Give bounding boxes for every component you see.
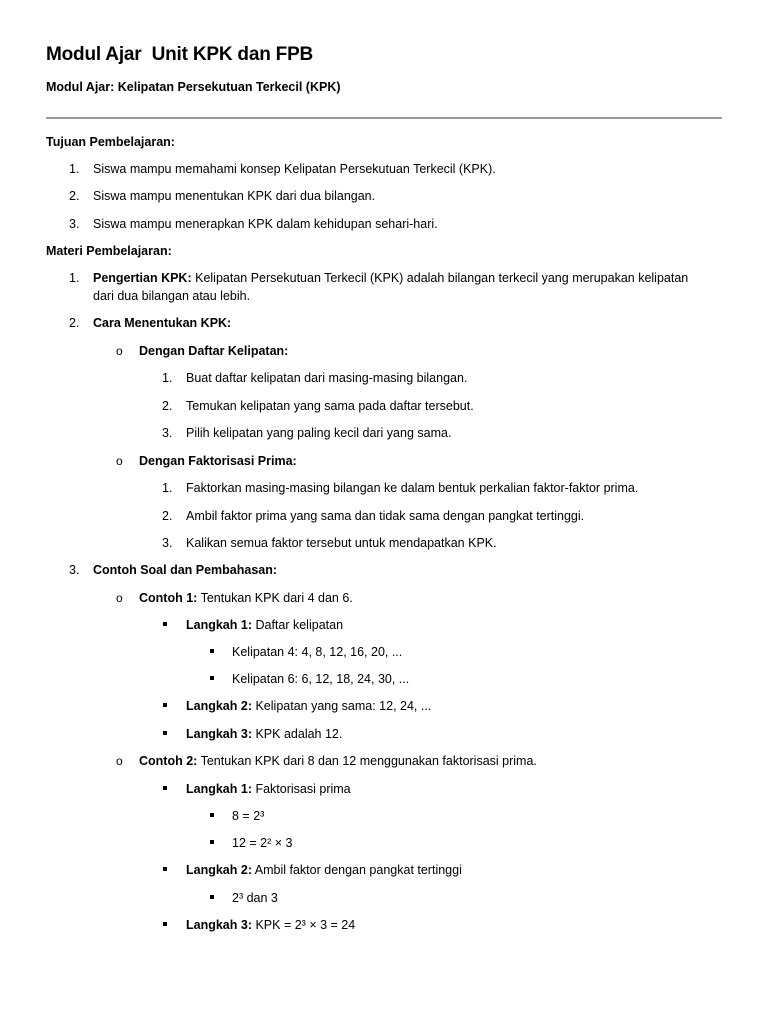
item-label: Contoh 2:: [139, 754, 198, 768]
contoh-2: [139, 753, 537, 769]
list-item: 2³ dan 3: [232, 891, 278, 905]
square-bullet-icon: [163, 622, 167, 626]
list-number: 3.: [162, 536, 173, 550]
list-item-cara: Cara Menentukan KPK:: [93, 316, 232, 330]
contoh-1: [139, 590, 353, 606]
item-text: KPK adalah 12.: [252, 727, 343, 741]
list-item: Ambil faktor prima yang sama dan tidak sama dengan pangkat tertinggi.: [186, 509, 585, 523]
list-item: Pilih kelipatan yang paling kecil dari yang sama.: [186, 426, 452, 440]
list-item-continuation: dari dua bilangan atau lebih.: [93, 289, 251, 303]
list-item: Kalikan semua faktor tersebut untuk mendapatkan KPK.: [186, 536, 497, 550]
list-item-pengertian: [93, 270, 688, 286]
sub-heading-faktorisasi: Dengan Faktorisasi Prima:: [139, 454, 297, 468]
section-heading-materi: Materi Pembelajaran:: [46, 244, 172, 258]
list-item: Faktorkan masing-masing bilangan ke dalam bentuk perkalian faktor-faktor prima.: [186, 481, 639, 495]
square-bullet-icon: [163, 731, 167, 735]
langkah-step: [186, 781, 351, 797]
circle-bullet-icon: o: [116, 344, 123, 358]
langkah-step: [186, 726, 342, 742]
item-text: Daftar kelipatan: [252, 618, 344, 632]
circle-bullet-icon: o: [116, 591, 123, 605]
square-bullet-icon: [210, 649, 214, 653]
list-item: Buat daftar kelipatan dari masing-masing bilangan.: [186, 371, 468, 385]
item-text: Kelipatan yang sama: 12, 24, ...: [252, 699, 432, 713]
square-bullet-icon: [210, 895, 214, 899]
list-number: 2.: [69, 189, 80, 203]
item-label: Langkah 1:: [186, 782, 252, 796]
item-label: Langkah 3:: [186, 918, 252, 932]
list-item: Siswa mampu menerapkan KPK dalam kehidupan sehari-hari.: [93, 217, 438, 231]
section-heading-tujuan: Tujuan Pembelajaran:: [46, 135, 175, 149]
document-title: Modul Ajar Unit KPK dan FPB: [46, 44, 314, 65]
list-number: 2.: [162, 399, 173, 413]
list-number: 1.: [162, 481, 173, 495]
list-number: 3.: [69, 217, 80, 231]
item-text: Tentukan KPK dari 8 dan 12 menggunakan faktorisasi prima.: [197, 754, 537, 768]
item-label: Langkah 1:: [186, 618, 252, 632]
item-label: Langkah 2:: [186, 863, 252, 877]
langkah-step: [186, 698, 431, 714]
langkah-step: [186, 917, 355, 933]
list-item: Siswa mampu memahami konsep Kelipatan Persekutuan Terkecil (KPK).: [93, 162, 496, 176]
horizontal-rule: [46, 117, 722, 119]
list-item: 8 = 2³: [232, 809, 265, 823]
list-number: 1.: [69, 271, 80, 285]
list-number: 2.: [162, 509, 173, 523]
item-text: KPK = 2³ × 3 = 24: [252, 918, 356, 932]
list-item: 12 = 2² × 3: [232, 836, 293, 850]
document-subtitle: Modul Ajar: Kelipatan Persekutuan Terkecil (KPK): [46, 80, 341, 94]
circle-bullet-icon: o: [116, 754, 123, 768]
square-bullet-icon: [210, 840, 214, 844]
square-bullet-icon: [210, 813, 214, 817]
item-text: Kelipatan Persekutuan Terkecil (KPK) adalah bilangan terkecil yang merupakan kelipatan: [191, 271, 689, 285]
item-label: Pengertian KPK:: [93, 271, 192, 285]
list-number: 1.: [162, 371, 173, 385]
square-bullet-icon: [163, 786, 167, 790]
item-text: Ambil faktor dengan pangkat tertinggi: [252, 863, 462, 877]
list-number: 3.: [69, 563, 80, 577]
item-text: Faktorisasi prima: [252, 782, 351, 796]
list-number: 2.: [69, 316, 80, 330]
list-item: Kelipatan 4: 4, 8, 12, 16, 20, ...: [232, 645, 403, 659]
item-label: Contoh 1:: [139, 591, 198, 605]
circle-bullet-icon: o: [116, 454, 123, 468]
item-label: Langkah 2:: [186, 699, 252, 713]
list-number: 1.: [69, 162, 80, 176]
square-bullet-icon: [163, 922, 167, 926]
list-item-contoh: Contoh Soal dan Pembahasan:: [93, 563, 278, 577]
list-item: Siswa mampu menentukan KPK dari dua bilangan.: [93, 189, 376, 203]
langkah-step: [186, 862, 462, 878]
sub-heading-daftar: Dengan Daftar Kelipatan:: [139, 344, 289, 358]
list-item: Kelipatan 6: 6, 12, 18, 24, 30, ...: [232, 672, 410, 686]
item-text: Tentukan KPK dari 4 dan 6.: [197, 591, 353, 605]
square-bullet-icon: [163, 867, 167, 871]
list-number: 3.: [162, 426, 173, 440]
list-item: Temukan kelipatan yang sama pada daftar tersebut.: [186, 399, 474, 413]
square-bullet-icon: [163, 703, 167, 707]
langkah-step: [186, 617, 343, 633]
square-bullet-icon: [210, 676, 214, 680]
item-label: Langkah 3:: [186, 727, 252, 741]
